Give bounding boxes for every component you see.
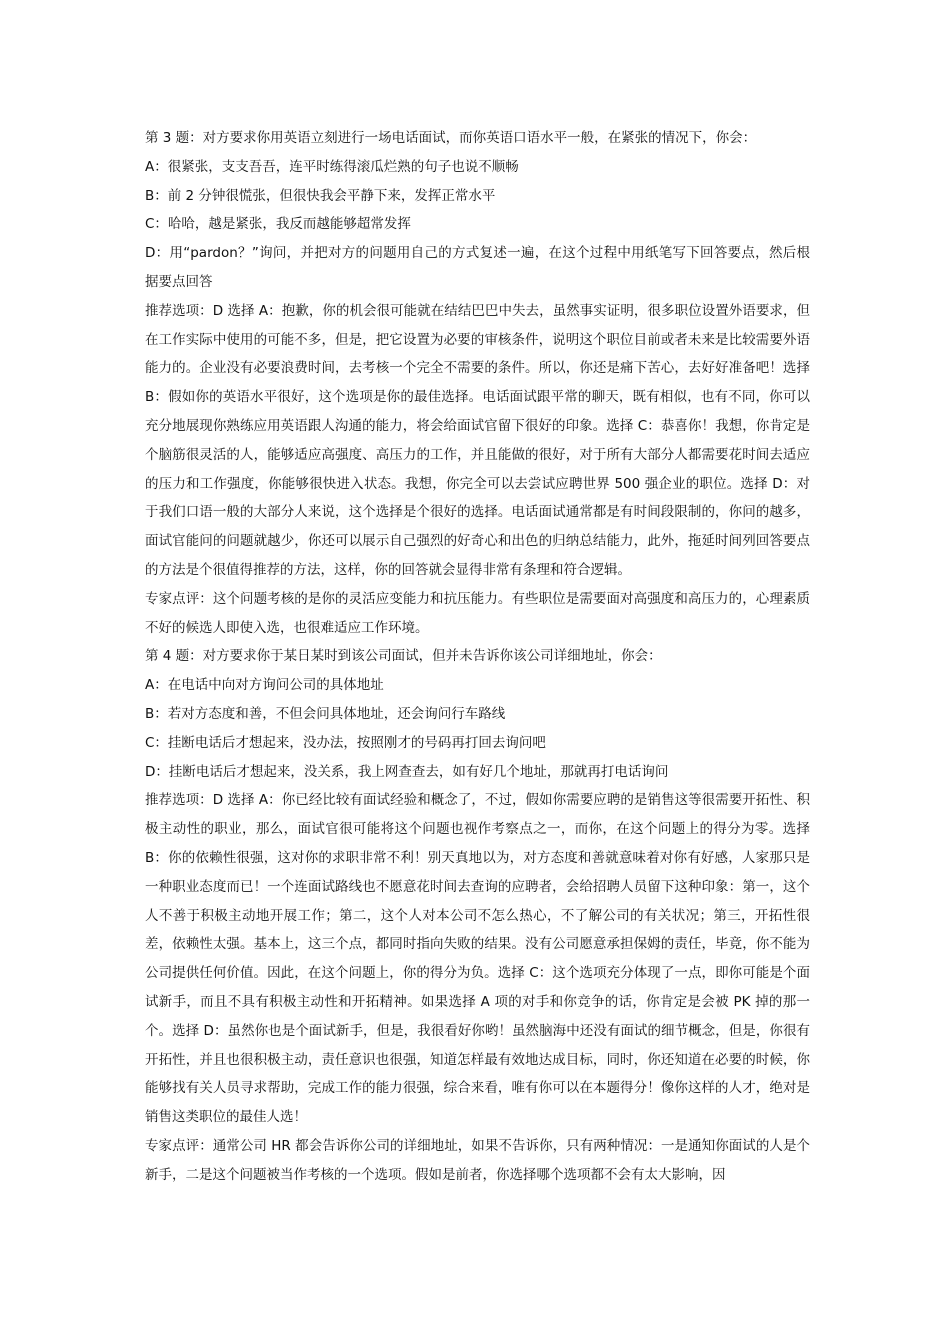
question-3-option-c: C：哈哈，越是紧张，我反而越能够超常发挥 [145, 216, 411, 233]
question-3-option-a: A：很紧张，支支吾吾，连平时练得滚瓜烂熟的句子也说不顺畅 [145, 158, 519, 175]
question-4-option-d: D：挂断电话后才想起来，没关系，我上网查查去，如有好几个地址，那就再打电话询问 [145, 763, 669, 780]
question-4-recommendation: 推荐选项：D 选择 A：你已经比较有面试经验和概念了，不过，假如你需要应聘的是销售这等很需要开拓性、积极主动性的职业，那么，面试官很可能将这个问题也视作考察点之一，而你，在这个问题上的得分为零。选择 B：你的依赖性很强，这对你的求职非常不利！别天真地以为，对方态度和善就意味着对你有好感，人家那只是一种职业态度而已！一个连面试路线也不愿意花时间去查询的应聘者，会给招聘人员留下这种印象：第一，这个人不善于积极主动地开展工作；第二，这个人对本公司不怎么热心，不了解公司的有关状况；第三，开拓性很差，依赖性太强。基本上，这三个点，都同时指向失败的结果。没有公司愿意承担保姆的责任，毕竟，你不能为公司提供任何价值。因此，在这个问题上，你的得分为负。选择 C：这个选项充分体现了一点，即你可能是个面试新手，而且不具有积极主动性和开拓精神。如果选择 A 项的对手和你竞争的话，你肯定是会被 PK 掉的那一个。选择 D：虽然你也是个面试新手，但是，我很看好你哟！虽然脑海中还没有面试的细节概念，但是，你很有开拓性，并且也很积极主动，责任意识也很强，知道怎样最有效地达成目标，同时，你还知道在必要的时候，你能够找有关人员寻求帮助，完成工作的能力很强，综合来看，唯有你可以在本题得分！像你这样的人才，绝对是销售这类职位的最佳人选！ [145, 792, 810, 1126]
question-4-option-c: C：挂断电话后才想起来，没办法，按照刚才的号码再打回去询问吧 [145, 734, 546, 751]
question-3-title: 第 3 题：对方要求你用英语立刻进行一场电话面试，而你英语口语水平一般，在紧张的情况下，你会： [145, 130, 757, 146]
question-3-recommendation: 推荐选项：D 选择 A：抱歉，你的机会很可能就在结结巴巴中失去，虽然事实证明，很多职位设置外语要求，但在工作实际中使用的可能不多，但是，把它设置为必要的审核条件，说明这个职位目前或者未来是比较需要外语能力的。企业没有必要浪费时间，去考核一个完全不需要的条件。所以，你还是痛下苦心，去好好准备吧！选择 B：假如你的英语水平很好，这个选项是你的最佳选择。电话面试跟平常的聊天，既有相似，也有不同，你可以充分地展现你熟练应用英语跟人沟通的能力，将会给面试官留下很好的印象。选择 C：恭喜你！我想，你肯定是个脑筋很灵活的人，能够适应高强度、高压力的工作，并且能做的很好，对于所有大部分人都需要花时间去适应的压力和工作强度，你能够很快进入状态。我想，你完全可以去尝试应聘世界 500 强企业的职位。选择 D：对于我们口语一般的大部分人来说，这个选择是个很好的选择。电话面试通常都是有时间段限制的，你问的越多，面试官能问的问题就越少，你还可以展示自己强烈的好奇心和出色的归纳总结能力，此外，拖延时间列回答要点的方法是个很值得推荐的方法，这样，你的回答就会显得非常有条理和符合逻辑。 [145, 302, 810, 578]
question-3-option-d: D：用“pardon？”询问，并把对方的问题用自己的方式复述一遍，在这个过程中用纸笔写下回答要点，然后根据要点回答 [145, 245, 810, 290]
question-4-option-a: A：在电话中向对方询问公司的具体地址 [145, 677, 384, 694]
document-body [145, 124, 810, 1189]
question-3-option-b: B：前 2 分钟很慌张，但很快我会平静下来，发挥正常水平 [145, 187, 496, 204]
question-4-expert-comment: 专家点评：通常公司 HR 都会告诉你公司的详细地址，如果不告诉你，只有两种情况：一是通知你面试的人是个新手，二是这个问题被当作考核的一个选项。假如是前者，你选择哪个选项都不会有太大影响，因 [145, 1137, 810, 1183]
question-3-expert-comment: 专家点评：这个问题考核的是你的灵活应变能力和抗压能力。有些职位是需要面对高强度和高压力的，心理素质不好的候选人即使入选，也很难适应工作环境。 [145, 590, 810, 636]
question-4-option-b: B：若对方态度和善，不但会问具体地址，还会询问行车路线 [145, 705, 506, 722]
question-4-title: 第 4 题：对方要求你于某日某时到该公司面试，但并未告诉你该公司详细地址，你会： [145, 648, 662, 665]
